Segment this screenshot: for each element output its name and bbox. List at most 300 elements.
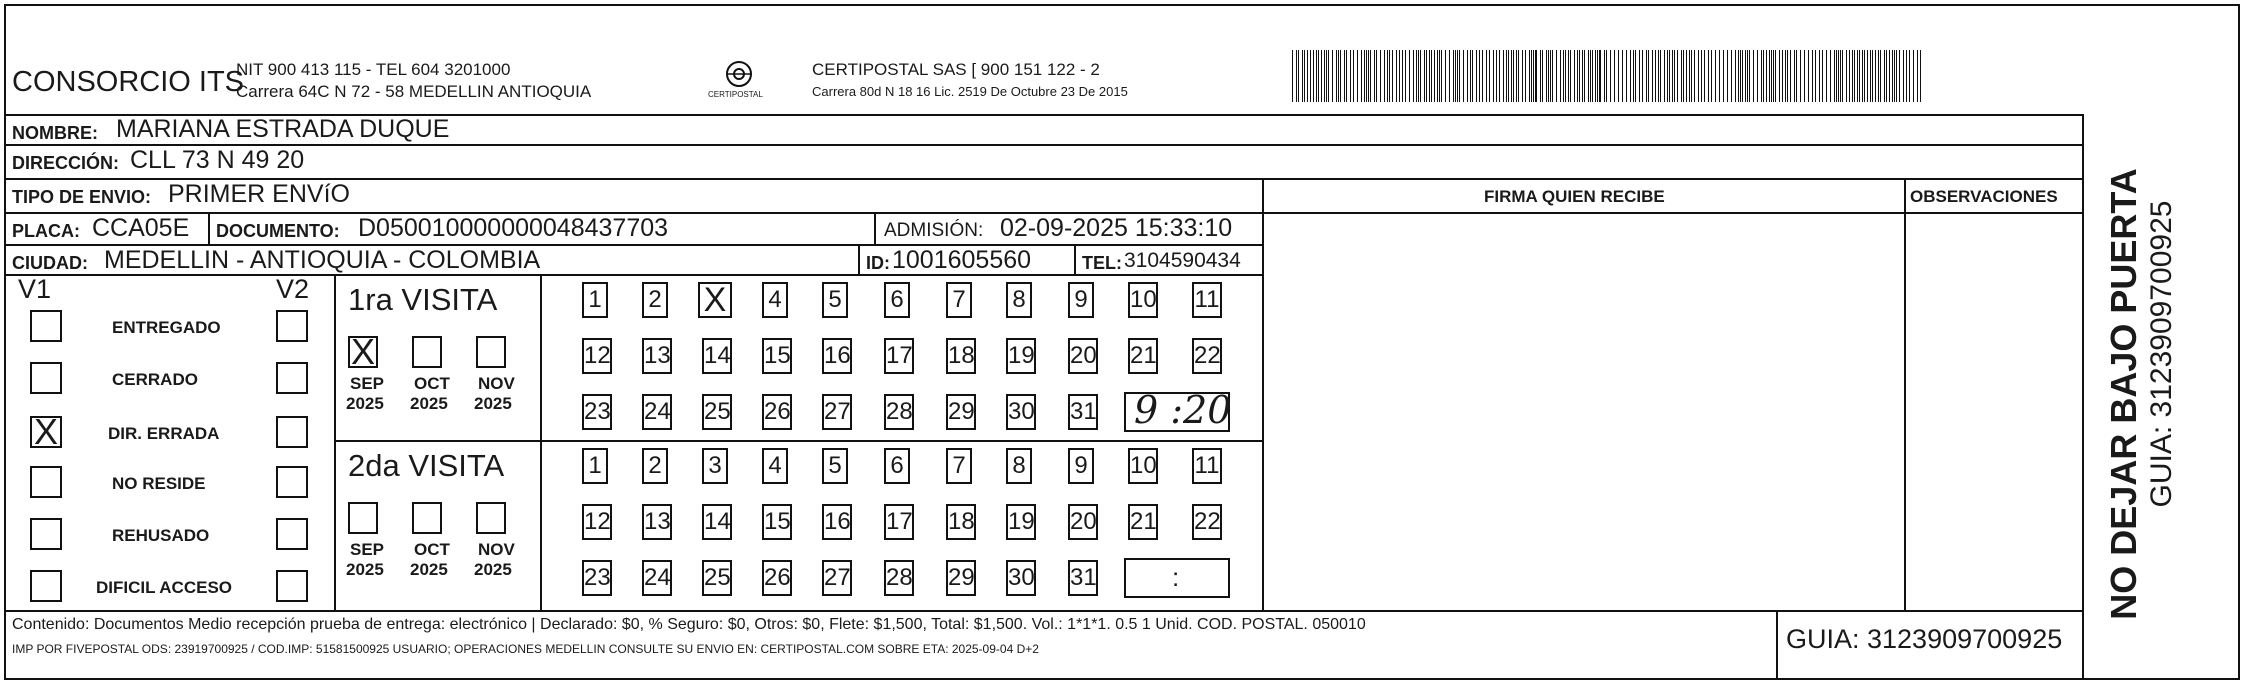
status-label: CERRADO <box>112 370 198 389</box>
visit1-day-cell[interactable]: 21 <box>1128 338 1158 374</box>
barcode-bar <box>1321 50 1322 102</box>
v2-checkbox[interactable] <box>276 570 308 602</box>
visit1-day-cell[interactable]: 12 <box>582 338 612 374</box>
visit2-month-checkbox[interactable] <box>348 502 378 534</box>
barcode-bar <box>1796 50 1797 102</box>
visit2-day-cell[interactable]: 7 <box>946 448 972 484</box>
visit1-day-cell[interactable]: 30 <box>1006 394 1036 430</box>
barcode-bar <box>1318 50 1319 102</box>
barcode-bar <box>1590 50 1591 102</box>
visit2-day-cell[interactable]: 28 <box>884 560 914 596</box>
barcode-bar <box>1387 50 1388 102</box>
visit2-day-cell[interactable]: 12 <box>582 504 612 540</box>
visit2-year-label: 2025 <box>474 560 512 579</box>
barcode-bar <box>1479 50 1480 102</box>
barcode-bar <box>1664 50 1665 102</box>
visit2-day-cell[interactable]: 13 <box>642 504 672 540</box>
barcode-bar <box>1453 50 1454 102</box>
barcode-bar <box>1599 50 1601 102</box>
v1-check-mark: X <box>33 411 58 452</box>
barcode-bar <box>1376 50 1377 102</box>
barcode-bar <box>1516 50 1517 102</box>
barcode-bar <box>1773 50 1774 102</box>
barcode-bar <box>1489 50 1490 102</box>
barcode-bar <box>1332 50 1333 102</box>
visit1-day-cell[interactable]: 23 <box>582 394 612 430</box>
barcode-bar <box>1511 50 1512 102</box>
barcode-bar <box>1878 50 1879 102</box>
ciudad-label: CIUDAD: <box>12 253 88 273</box>
barcode-bar <box>1340 50 1341 102</box>
no-dejar-bajo-puerta: NO DEJAR BAJO PUERTA <box>2103 168 2144 620</box>
visit1-day-cell[interactable]: 7 <box>946 282 972 318</box>
barcode-bar <box>1646 50 1647 102</box>
barcode-bar <box>1441 50 1442 102</box>
barcode-bar <box>1361 50 1362 102</box>
barcode-bar <box>1568 50 1569 102</box>
barcode-bar <box>1346 50 1347 102</box>
visit2-day-cell[interactable]: 3 <box>702 448 728 484</box>
placa-value: CCA05E <box>92 214 190 242</box>
barcode-bar <box>1529 50 1530 102</box>
barcode-bar <box>1822 50 1823 102</box>
barcode-bar <box>1542 50 1543 102</box>
visit1-day-cell[interactable]: 31 <box>1068 394 1098 430</box>
visit1-day-cell[interactable]: 14 <box>702 338 732 374</box>
barcode-bar <box>1836 50 1837 102</box>
barcode-bar <box>1689 50 1690 102</box>
barcode-bar <box>1522 50 1523 102</box>
visit2-day-cell[interactable]: 22 <box>1192 504 1222 540</box>
barcode-bar <box>1626 50 1627 102</box>
visit1-day-cell[interactable]: 1 <box>582 282 608 318</box>
barcode-bar <box>1328 50 1329 102</box>
barcode-bar <box>1326 50 1327 102</box>
v1-header: V1 <box>18 274 52 304</box>
barcode-bar <box>1769 50 1770 102</box>
visit1-day-cell[interactable]: 20 <box>1068 338 1098 374</box>
barcode-bar <box>1763 50 1764 102</box>
visit2-day-cell[interactable]: 14 <box>702 504 732 540</box>
visit1-day-cell[interactable]: X <box>698 282 732 318</box>
barcode-bar <box>1304 50 1305 102</box>
certipostal-line-1: CERTIPOSTAL SAS [ 900 151 122 - 2 <box>812 60 1100 79</box>
barcode-bar <box>1380 50 1381 102</box>
barcode-bar <box>1686 50 1687 102</box>
barcode-bar <box>1698 50 1699 102</box>
barcode-bar <box>1738 50 1739 102</box>
visit1-title: 1ra VISITA <box>348 282 498 317</box>
tel-label: TEL: <box>1082 253 1122 273</box>
visit1-day-cell[interactable]: 25 <box>702 394 732 430</box>
visit1-day-cell[interactable]: 18 <box>946 338 976 374</box>
visit2-day-cell[interactable]: 1 <box>582 448 608 484</box>
barcode-bar <box>1434 50 1435 102</box>
barcode-bar <box>1424 50 1425 102</box>
barcode-bar <box>1840 50 1841 102</box>
v2-checkbox[interactable] <box>276 416 308 448</box>
v1-checkbox[interactable] <box>30 518 62 550</box>
visit2-day-cell[interactable]: 20 <box>1068 504 1098 540</box>
barcode-bar <box>1574 50 1575 102</box>
barcode-bar <box>1416 50 1417 102</box>
barcode-bar <box>1630 50 1631 102</box>
barcode-bar <box>1849 50 1850 102</box>
barcode-bar <box>1535 50 1537 102</box>
visit2-day-cell[interactable]: 11 <box>1192 448 1222 484</box>
visit1-day-cell[interactable]: 17 <box>884 338 914 374</box>
nit-line: NIT 900 413 115 - TEL 604 3201000 <box>236 60 511 79</box>
barcode-bar <box>1389 50 1390 102</box>
visit1-day-cell[interactable]: 26 <box>762 394 792 430</box>
barcode-bar <box>1316 50 1317 102</box>
barcode-bar <box>1658 50 1659 102</box>
barcode-bar <box>1735 50 1736 102</box>
barcode-bar <box>1546 50 1547 102</box>
v2-checkbox[interactable] <box>276 362 308 394</box>
barcode-bar <box>1731 50 1732 102</box>
barcode-bar <box>1457 50 1458 102</box>
barcode-bar <box>1579 50 1580 102</box>
visit1-day-cell[interactable]: 29 <box>946 394 976 430</box>
barcode-bar <box>1917 50 1918 102</box>
visit1-day-cell[interactable]: 11 <box>1192 282 1222 318</box>
visit1-day-cell[interactable]: 19 <box>1006 338 1036 374</box>
visit1-day-cell[interactable]: 28 <box>884 394 914 430</box>
barcode-bar <box>1872 50 1873 102</box>
barcode-bar <box>1533 50 1534 102</box>
barcode-bar <box>1672 50 1673 102</box>
barcode-bar <box>1584 50 1585 102</box>
v1-checkbox[interactable] <box>30 466 62 498</box>
status-label: DIR. ERRADA <box>108 424 220 443</box>
barcode-bar <box>1677 50 1678 102</box>
barcode-bar <box>1639 50 1640 102</box>
placa-label: PLACA: <box>12 221 80 241</box>
barcode <box>1292 50 1926 102</box>
v1-checkbox[interactable] <box>30 570 62 602</box>
visit2-day-cell[interactable]: 26 <box>762 560 792 596</box>
nombre-label: NOMBRE: <box>12 123 98 143</box>
barcode-bar <box>1622 50 1623 102</box>
barcode-bar <box>1899 50 1900 102</box>
barcode-bar <box>1913 50 1914 102</box>
visit2-day-cell[interactable]: 31 <box>1068 560 1098 596</box>
side-guia: GUIA: 3123909700925 <box>2145 200 2178 508</box>
visit2-day-cell[interactable]: 24 <box>642 560 672 596</box>
visit2-day-cell[interactable]: 16 <box>822 504 852 540</box>
ciudad-value: MEDELLIN - ANTIOQUIA - COLOMBIA <box>104 246 541 274</box>
barcode-bar <box>1449 50 1450 102</box>
barcode-bar <box>1727 50 1728 102</box>
barcode-bar <box>1618 50 1619 102</box>
barcode-bar <box>1531 50 1532 102</box>
observaciones-header: OBSERVACIONES <box>1910 187 2058 206</box>
visit2-day-cell[interactable]: 4 <box>762 448 788 484</box>
visit1-day-cell[interactable]: 6 <box>884 282 910 318</box>
barcode-bar <box>1875 50 1876 102</box>
tipo-envio-label: TIPO DE ENVIO: <box>12 187 152 207</box>
barcode-bar <box>1310 50 1311 102</box>
barcode-bar <box>1782 50 1783 102</box>
barcode-bar <box>1606 50 1607 102</box>
barcode-bar <box>1493 50 1494 102</box>
barcode-bar <box>1482 50 1483 102</box>
barcode-bar <box>1370 50 1371 102</box>
barcode-bar <box>1870 50 1871 102</box>
barcode-bar <box>1842 50 1843 102</box>
v1-checkbox[interactable] <box>30 362 62 394</box>
v2-checkbox[interactable] <box>276 518 308 550</box>
visit1-day-cell[interactable]: 13 <box>642 338 672 374</box>
barcode-bar <box>1353 50 1354 102</box>
visit1-time: 9 :20 <box>1134 388 1232 432</box>
id-value: 1001605560 <box>892 246 1032 274</box>
barcode-bar <box>1674 50 1675 102</box>
status-label: NO RESIDE <box>112 474 206 493</box>
barcode-bar <box>1864 50 1865 102</box>
visit1-year-label: 2025 <box>346 394 384 413</box>
barcode-bar <box>1779 50 1780 102</box>
visit1-day-cell[interactable]: 22 <box>1192 338 1222 374</box>
visit1-year-label: 2025 <box>410 394 448 413</box>
barcode-bar <box>1903 50 1904 102</box>
barcode-bar <box>1472 50 1473 102</box>
visit2-month-checkbox[interactable] <box>412 502 442 534</box>
barcode-bar <box>1399 50 1400 102</box>
visit2-day-cell[interactable]: 19 <box>1006 504 1036 540</box>
nombre-value: MARIANA ESTRADA DUQUE <box>116 115 450 143</box>
barcode-bar <box>1889 50 1890 102</box>
direccion-value: CLL 73 N 49 20 <box>130 146 305 174</box>
barcode-bar <box>1800 50 1801 102</box>
v2-checkbox[interactable] <box>276 466 308 498</box>
barcode-bar <box>1548 50 1549 102</box>
side-panel <box>2082 114 2238 680</box>
barcode-bar <box>1896 50 1897 102</box>
visit2-day-cell[interactable]: 5 <box>822 448 848 484</box>
barcode-bar <box>1431 50 1432 102</box>
visit2-day-cell[interactable]: 15 <box>762 504 792 540</box>
visit2-day-cell[interactable]: 25 <box>702 560 732 596</box>
barcode-bar <box>1610 50 1611 102</box>
visit2-day-cell[interactable]: 23 <box>582 560 612 596</box>
barcode-bar <box>1886 50 1887 102</box>
visit1-day-cell[interactable]: 24 <box>642 394 672 430</box>
barcode-bar <box>1426 50 1427 102</box>
barcode-bar <box>1439 50 1440 102</box>
logo-text: CERTIPOSTAL <box>708 90 763 99</box>
barcode-bar <box>1830 50 1831 102</box>
visit2-day-cell[interactable]: 6 <box>884 448 910 484</box>
barcode-bar <box>1570 50 1571 102</box>
barcode-bar <box>1834 50 1835 102</box>
footer-contents: Contenido: Documentos Medio recepción prueba de entrega: electrónico | Declarado: $0, % Seguro: $0, Otros: $0, Flete: $1,500, Total: $1,500. Vol.: 1*1*1. 0.5 1 Unid. COD. POSTAL. 050010 <box>12 616 1366 633</box>
barcode-bar <box>1302 50 1303 102</box>
barcode-bar <box>1719 50 1720 102</box>
visit1-day-cell[interactable]: 27 <box>822 394 852 430</box>
barcode-bar <box>1857 50 1858 102</box>
barcode-bar <box>1540 50 1541 102</box>
visit2-day-cell[interactable]: 29 <box>946 560 976 596</box>
barcode-bar <box>1652 50 1653 102</box>
barcode-bar <box>1402 50 1403 102</box>
barcode-bar <box>1808 50 1809 102</box>
tipo-envio-value: PRIMER ENVíO <box>168 180 350 208</box>
visit2-day-cell[interactable]: 18 <box>946 504 976 540</box>
barcode-bar <box>1815 50 1816 102</box>
visit2-day-cell[interactable]: 30 <box>1006 560 1036 596</box>
barcode-bar <box>1787 50 1788 102</box>
visit2-day-cell[interactable]: 8 <box>1006 448 1032 484</box>
status-label: ENTREGADO <box>112 318 221 337</box>
visit1-month-label: OCT <box>414 374 450 393</box>
barcode-bar <box>1577 50 1578 102</box>
barcode-bar <box>1429 50 1430 102</box>
barcode-bar <box>1592 50 1593 102</box>
visit1-day-cell[interactable]: 8 <box>1006 282 1032 318</box>
visit2-month-label: OCT <box>414 540 450 559</box>
visit1-day-cell[interactable]: 9 <box>1068 282 1094 318</box>
visit2-day-cell[interactable]: 9 <box>1068 448 1094 484</box>
visit2-year-label: 2025 <box>346 560 384 579</box>
admision-label: ADMISIÓN: <box>884 220 984 241</box>
visit2-title: 2da VISITA <box>348 448 505 483</box>
barcode-bar <box>1556 50 1557 102</box>
visit1-month-mark: X <box>350 331 375 372</box>
visit1-day-cell[interactable]: 15 <box>762 338 792 374</box>
visit1-month-label: NOV <box>478 374 515 393</box>
company-name: CONSORCIO ITS <box>12 66 245 98</box>
barcode-bar <box>1906 50 1907 102</box>
visit2-day-cell[interactable]: 17 <box>884 504 914 540</box>
barcode-bar <box>1635 50 1636 102</box>
barcode-bar <box>1476 50 1477 102</box>
barcode-bar <box>1804 50 1805 102</box>
barcode-bar <box>1418 50 1419 102</box>
visit2-day-cell[interactable]: 21 <box>1128 504 1158 540</box>
barcode-bar <box>1694 50 1695 102</box>
barcode-bar <box>1655 50 1656 102</box>
barcode-bar <box>1867 50 1868 102</box>
barcode-bar <box>1766 50 1767 102</box>
barcode-bar <box>1455 50 1456 102</box>
barcode-bar <box>1409 50 1410 102</box>
barcode-bar <box>1715 50 1716 102</box>
barcode-bar <box>1496 50 1497 102</box>
visit2-day-cell[interactable]: 10 <box>1128 448 1158 484</box>
visit1-month-checkbox[interactable] <box>412 336 442 368</box>
visit1-day-cell[interactable]: 5 <box>822 282 848 318</box>
barcode-bar <box>1588 50 1589 102</box>
documento-label: DOCUMENTO: <box>216 221 340 241</box>
certipostal-line-2: Carrera 80d N 18 16 Lic. 2519 De Octubre 23 De 2015 <box>812 84 1128 99</box>
footer-guia: GUIA: 3123909700925 <box>1786 624 2063 654</box>
visit1-month-label: SEP <box>350 374 385 393</box>
certipostal-logo <box>702 58 776 104</box>
visit1-month-checkbox[interactable] <box>348 331 378 372</box>
visit1-day-cell[interactable]: 2 <box>642 282 668 318</box>
v2-checkbox[interactable] <box>276 310 308 342</box>
visit1-month-checkbox[interactable] <box>476 336 506 368</box>
barcode-bar <box>1711 50 1712 102</box>
barcode-bar <box>1723 50 1724 102</box>
barcode-bar <box>1909 50 1910 102</box>
barcode-bar <box>1749 50 1750 102</box>
visit1-day-cell[interactable]: 16 <box>822 338 852 374</box>
v1-checkbox[interactable] <box>30 310 62 342</box>
barcode-bar <box>1745 50 1746 102</box>
visit2-month-checkbox[interactable] <box>476 502 506 534</box>
barcode-bar <box>1708 50 1709 102</box>
visit2-day-cell[interactable]: 27 <box>822 560 852 596</box>
barcode-bar <box>1892 50 1893 102</box>
barcode-bar <box>1366 50 1367 102</box>
barcode-bar <box>1582 50 1583 102</box>
barcode-bar <box>1691 50 1692 102</box>
barcode-bar <box>1518 50 1519 102</box>
v1-checkbox[interactable] <box>30 411 62 452</box>
barcode-bar <box>1467 50 1468 102</box>
visit1-day-cell[interactable]: 4 <box>762 282 788 318</box>
barcode-bar <box>1392 50 1393 102</box>
visit2-year-label: 2025 <box>410 560 448 579</box>
barcode-bar <box>1757 50 1758 102</box>
barcode-bar <box>1790 50 1791 102</box>
barcode-bar <box>1894 50 1895 102</box>
direccion-label: DIRECCIÓN: <box>12 153 119 173</box>
barcode-bar <box>1740 50 1741 102</box>
visit2-day-cell[interactable]: 2 <box>642 448 668 484</box>
barcode-bar <box>1642 50 1643 102</box>
barcode-bar <box>1683 50 1684 102</box>
barcode-bar <box>1597 50 1598 102</box>
barcode-bar <box>1313 50 1314 102</box>
barcode-bar <box>1486 50 1487 102</box>
barcode-bar <box>1648 50 1649 102</box>
barcode-bar <box>1550 50 1551 102</box>
barcode-bar <box>1747 50 1748 102</box>
barcode-bar <box>1794 50 1795 102</box>
barcode-bar <box>1775 50 1776 102</box>
status-label: REHUSADO <box>112 526 210 545</box>
barcode-bar <box>1420 50 1421 102</box>
visit1-day-cell[interactable]: 10 <box>1128 282 1158 318</box>
company-address: Carrera 64C N 72 - 58 MEDELLIN ANTIOQUIA <box>236 82 592 101</box>
footer-print-info: IMP POR FIVEPOSTAL ODS: 23919700925 / COD.IMP: 51581500925 USUARIO; OPERACIONES MEDELLIN CONSULTE SU ENVIO EN: CERTIPOSTAL.COM SOBRE ETA: 2025-09-04 D+2 <box>12 642 1039 656</box>
visit2-month-label: NOV <box>478 540 515 559</box>
barcode-bar <box>1595 50 1596 102</box>
barcode-bar <box>1499 50 1500 102</box>
barcode-bar <box>1364 50 1365 102</box>
barcode-bar <box>1506 50 1507 102</box>
barcode-bar <box>1368 50 1369 102</box>
barcode-bar <box>1292 50 1293 102</box>
barcode-bar <box>1884 50 1885 102</box>
barcode-bar <box>1669 50 1670 102</box>
barcode-bar <box>1296 50 1297 102</box>
barcode-bar <box>1753 50 1754 102</box>
barcode-bar <box>1336 50 1337 102</box>
barcode-bar <box>1819 50 1820 102</box>
barcode-bar <box>1298 50 1299 102</box>
barcode-bar <box>1307 50 1308 102</box>
barcode-bar <box>1445 50 1446 102</box>
barcode-bar <box>1357 50 1358 102</box>
barcode-bar <box>1852 50 1853 102</box>
barcode-bar <box>1338 50 1339 102</box>
visit2-month-label: SEP <box>350 540 385 559</box>
